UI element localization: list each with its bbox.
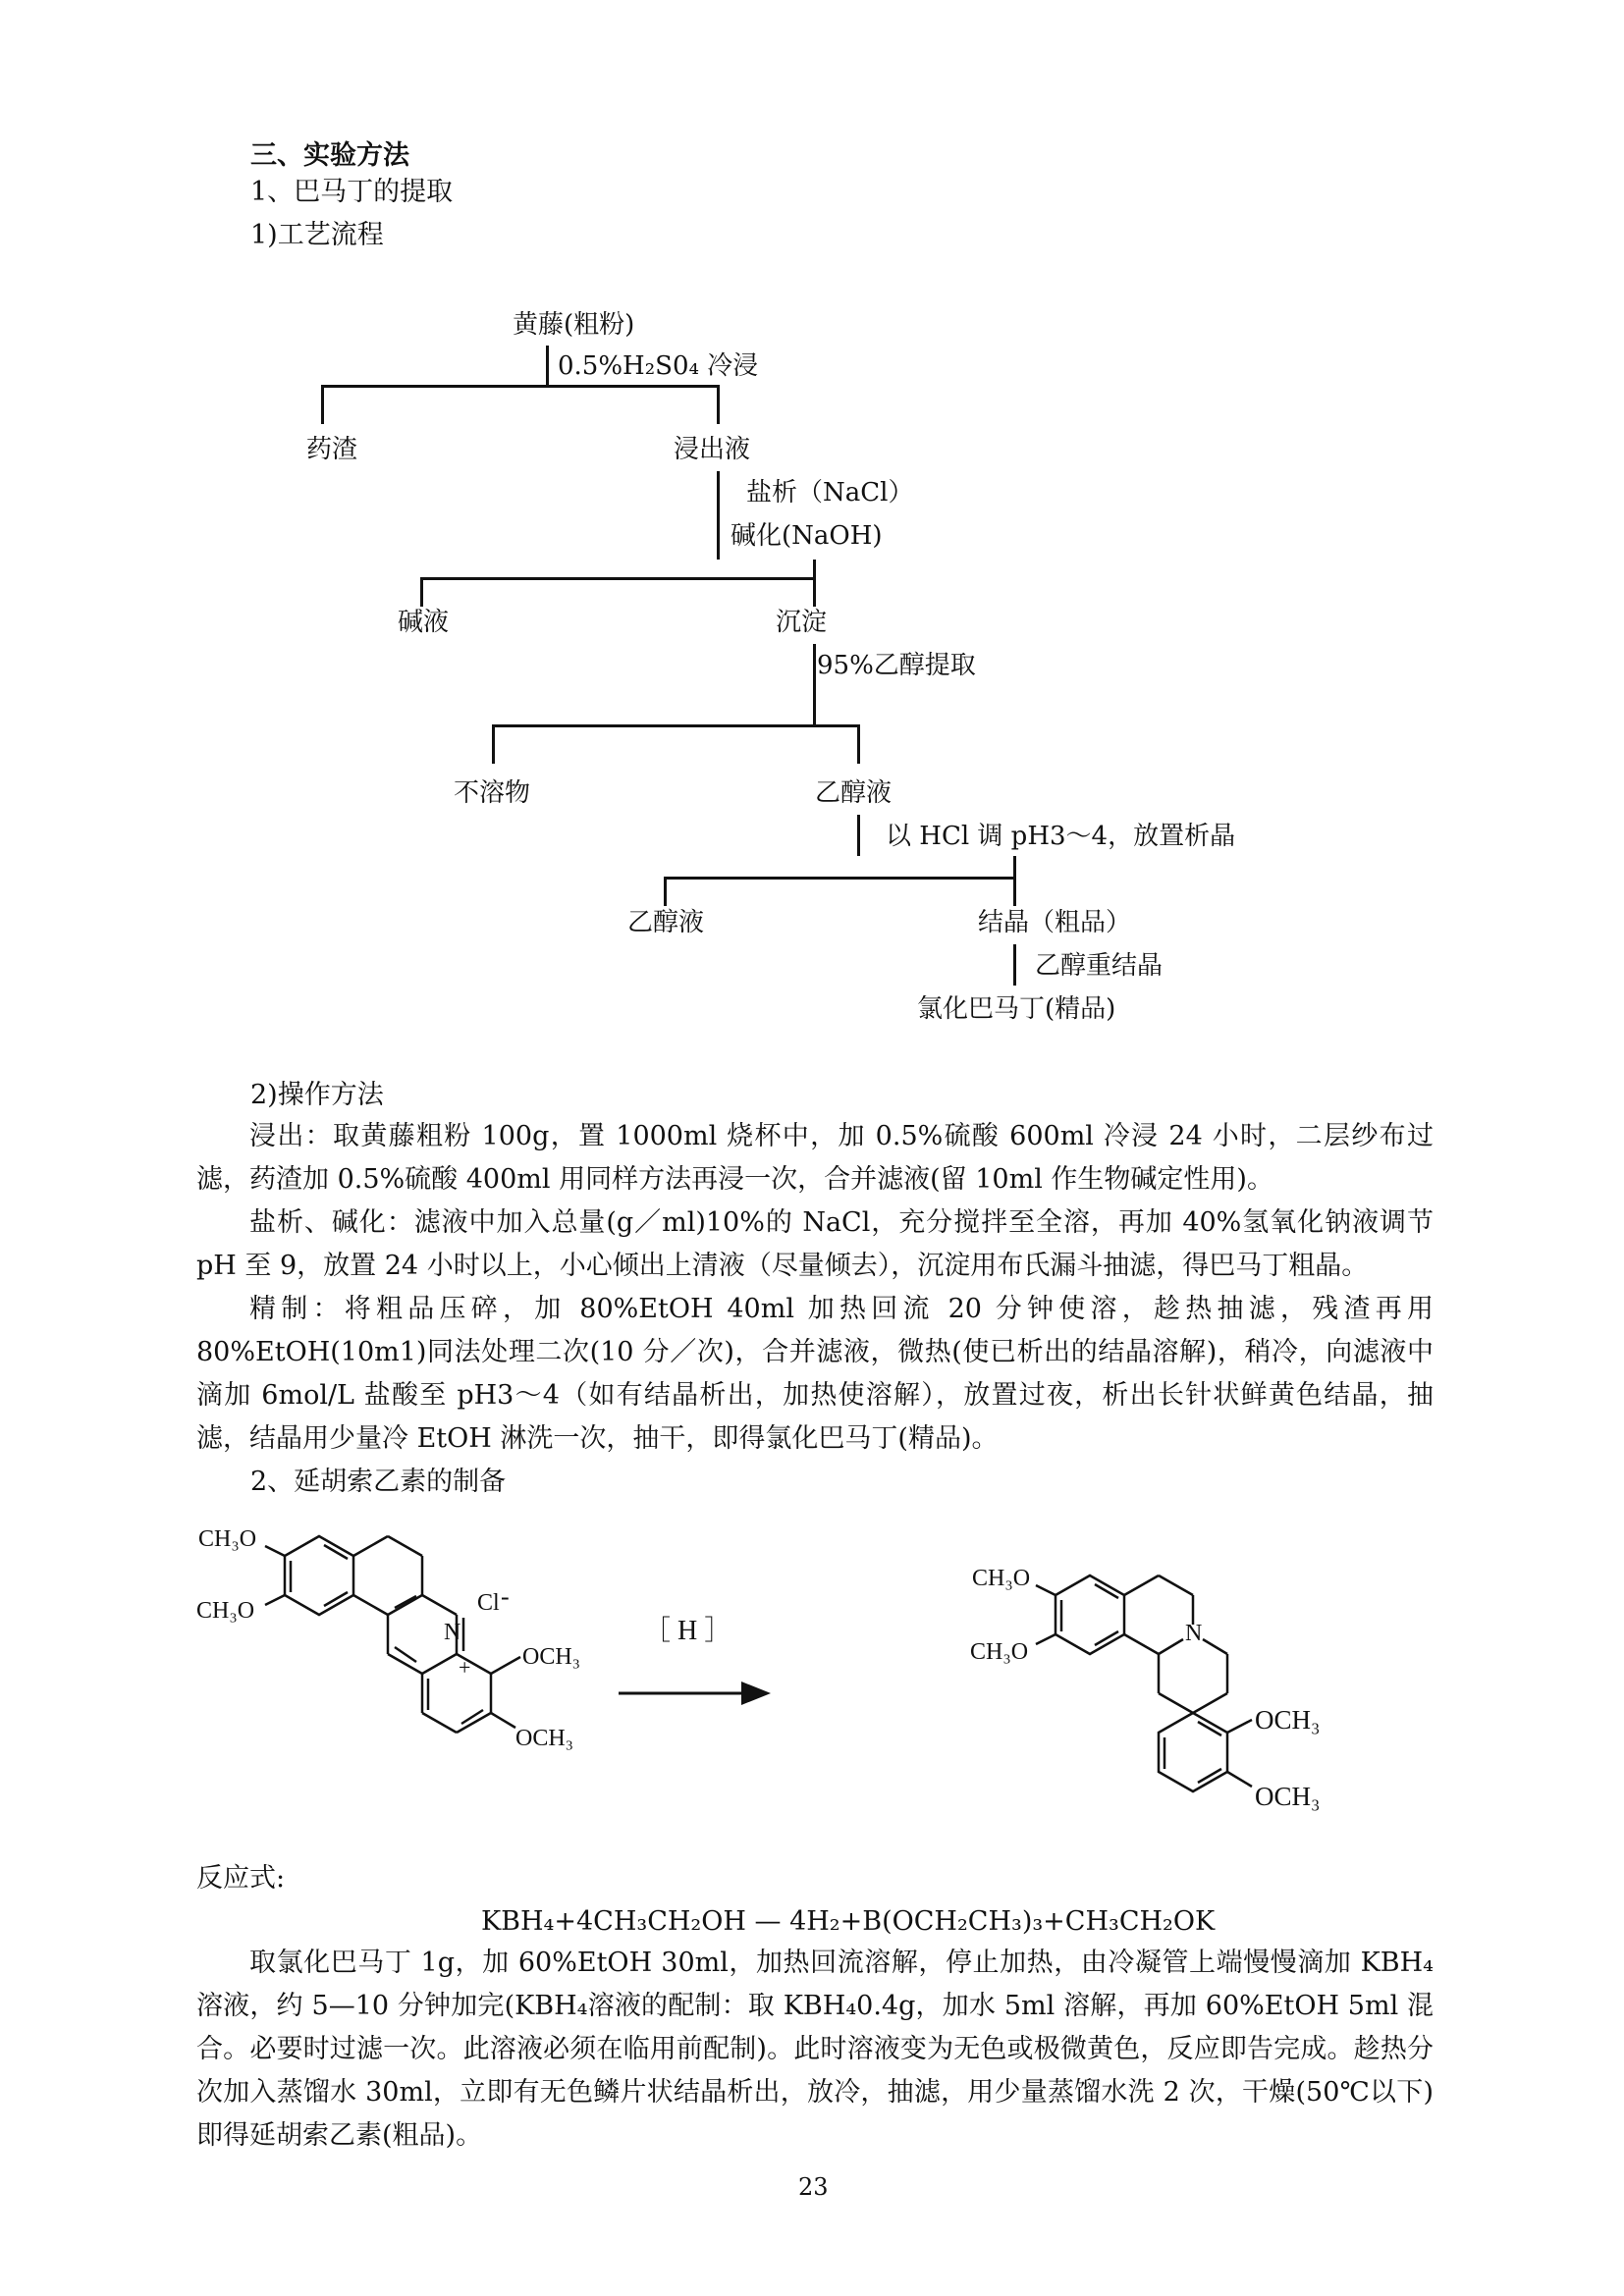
flow-step5: 乙醇重结晶 <box>1035 951 1164 981</box>
reaction-scheme <box>177 1502 1414 1855</box>
page-number: 23 <box>798 2173 829 2201</box>
left-methoxy-3: OCH₃ <box>522 1644 581 1670</box>
arrow-head <box>741 1682 771 1705</box>
flow-alkali-liquid: 碱液 <box>398 608 450 637</box>
flow-line <box>492 724 495 764</box>
flow-line <box>664 877 1016 880</box>
left-methoxy-4: OCH₃ <box>515 1726 574 1751</box>
right-methoxy-2: CH₃O <box>970 1639 1029 1665</box>
flow-line <box>492 724 860 727</box>
flow-line <box>857 815 860 856</box>
flow-ethanol-liquid: 乙醇液 <box>815 778 893 808</box>
flow-line <box>1013 856 1016 906</box>
right-methoxy-4: OCH₃ <box>1255 1782 1321 1811</box>
flow-final: 氯化巴马丁(精品) <box>917 994 1116 1024</box>
left-n-plus: + <box>459 1655 471 1680</box>
reagent-label: ［ H ］ <box>643 1616 732 1646</box>
paragraph-reduction: 取氯化巴马丁 1g，加 60%EtOH 30ml，加热回流溶解，停止加热，由冷凝管上端慢慢滴加 KBH₄ 溶液，约 5—10 分钟加完(KBH₄溶液的配制：取 KBH₄0.4g，加水 5ml 溶解，再加 60%EtOH 5ml 混合。必要时过滤一次。此溶液必须在临用前配制)。此时溶液变为无色或极微黄色，反应即告完成。趁热分次加入蒸馏水 30ml，立即有无色鳞片状结晶析出，放冷，抽滤，用少量蒸馏水洗 2 次，干燥(50℃以下)即得延胡索乙素(粗品)。 <box>196 1948 1434 2151</box>
flow-insoluble: 不溶物 <box>454 778 531 808</box>
paragraph-refining: 精制：将粗品压碎，加 80%EtOH 40ml 加热回流 20 分钟使溶，趁热抽滤，残渣再用 80%EtOH(10m1)同法处理二次(10 分／次)，合并滤液，微热(使已析出的结晶溶解)，稍冷，向滤液中滴加 6mol/L 盐酸至 pH3～4（如有结晶析出，加热使溶解），放置过夜，析出长针状鲜黄色结晶，抽滤，结晶用少量冷 EtOH 淋洗一次，抽干，即得氯化巴马丁(精品)。 <box>196 1294 1434 1454</box>
flow-step2b: 碱化(NaOH) <box>731 521 883 551</box>
flow-residue: 药渣 <box>306 435 358 464</box>
reaction-equation: KBH₄+4CH₃CH₂OH — 4H₂+B(OCH₂CH₃)₃+CH₃CH₂OK <box>481 1906 1216 1937</box>
flow-line <box>321 385 324 424</box>
final-procedure-text <box>196 1942 1434 2158</box>
procedure-text <box>196 1115 1434 1461</box>
right-methoxy-1: CH₃O <box>972 1566 1031 1591</box>
subsection-1a: 1)工艺流程 <box>250 220 384 250</box>
flow-line <box>717 385 720 424</box>
flow-precipitate: 沉淀 <box>776 608 828 637</box>
flow-extract: 浸出液 <box>674 435 751 464</box>
flow-line <box>546 346 549 387</box>
left-methoxy-1: CH₃O <box>198 1526 257 1552</box>
flow-line <box>1013 944 1016 986</box>
flow-crystal-crude: 结晶（粗品） <box>978 908 1132 937</box>
section-title: 三、实验方法 <box>250 140 409 171</box>
flow-line <box>813 644 816 726</box>
flow-line <box>857 724 860 764</box>
subsection-1b: 2)操作方法 <box>250 1080 384 1110</box>
flow-step3: 95%乙醇提取 <box>817 651 976 680</box>
flow-start: 黄藤(粗粉) <box>513 310 635 340</box>
subsection-1: 1、巴马丁的提取 <box>250 177 454 207</box>
paragraph-extraction: 浸出：取黄藤粗粉 100g，置 1000ml 烧杯中，加 0.5%硫酸 600ml 冷浸 24 小时，二层纱布过滤，药渣加 0.5%硫酸 400ml 用同样方法再浸一次，合并滤液(留 10ml 作生物碱定性用)。 <box>196 1121 1434 1195</box>
subsection-2: 2、延胡索乙素的制备 <box>250 1467 507 1497</box>
left-methoxy-2: CH₃O <box>196 1598 255 1624</box>
reaction-label: 反应式: <box>196 1863 286 1894</box>
left-minus: - <box>501 1582 510 1611</box>
flow-line <box>321 385 720 388</box>
paragraph-salting: 盐析、碱化：滤液中加入总量(g／ml)10%的 NaCl，充分搅拌至全溶，再加 40%氢氧化钠液调节 pH 至 9，放置 24 小时以上，小心倾出上清液（尽量倾去），沉淀用布氏漏斗抽滤，得巴马丁粗晶。 <box>196 1207 1434 1281</box>
flow-line <box>813 560 816 607</box>
flow-ethanol-liquid2: 乙醇液 <box>627 908 705 937</box>
flow-line <box>717 471 720 560</box>
flow-step4: 以 HCl 调 pH3～4，放置析晶 <box>886 822 1236 851</box>
left-chloride: Cl <box>477 1590 500 1616</box>
right-nitrogen: N <box>1185 1621 1203 1646</box>
flow-step1: 0.5%H₂S0₄ 冷浸 <box>558 351 759 381</box>
flow-line <box>420 577 816 580</box>
flow-step2a: 盐析（NaCl） <box>746 478 914 507</box>
left-nitrogen: N <box>444 1620 461 1645</box>
right-methoxy-3: OCH₃ <box>1255 1705 1321 1735</box>
